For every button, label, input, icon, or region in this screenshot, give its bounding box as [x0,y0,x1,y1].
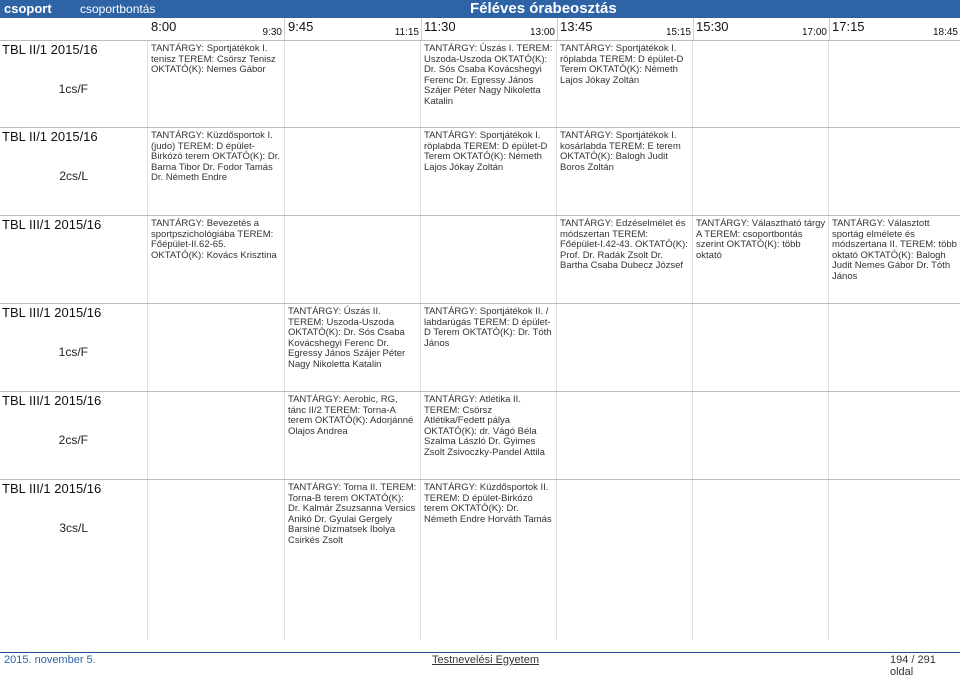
group-label [0,42,148,126]
lesson-cell[interactable]: TANTÁRGY: Sportjátékok II. / labdarúgás TEREM: D épület-D Terem OKTATÓ(K): Dr. Tóth János [424,306,552,349]
footer-date: 2015. november 5. [4,654,96,666]
group-label [0,393,148,477]
slot-end-time: 9:30 [262,27,282,38]
slot-start-time: 13:45 [560,19,593,34]
footer-institution-link[interactable]: Testnevelési Egyetem [432,654,539,666]
group-label [0,305,148,389]
group-label [0,217,148,301]
group-label [0,129,148,213]
lesson-cell[interactable]: TANTÁRGY: Sportjátékok I. kosárlabda TEREM: E terem OKTATÓ(K): Balogh Judit Boros Zoltán [560,130,681,173]
group-name: TBL III/1 2015/16 [2,217,102,232]
row-divider [0,215,960,216]
time-slot-header [148,18,285,40]
lesson-cell[interactable]: TANTÁRGY: Aerobic, RG, tánc II/2 TEREM: Torna-A terem OKTATÓ(K): Adorjánné Olajos Andrea [288,394,414,437]
group-name: TBL III/1 2015/16 [2,393,102,408]
group-subgroup: 3cs/L [59,521,88,535]
group-subgroup: 2cs/F [58,433,88,447]
slot-start-time: 17:15 [832,19,865,34]
time-slot-header [557,18,694,40]
lesson-cell[interactable]: TANTÁRGY: Atlétika II. TEREM: Csörsz Atlétika/Fedett pálya OKTATÓ(K): dr. Vágó Béla Szalma László Dr. Gyimes Zsolt Zsivoczky-Pandel Attila [424,394,545,458]
tab-csoport[interactable]: csoport [4,1,52,16]
column-divider [692,40,693,640]
slot-start-time: 11:30 [424,19,456,34]
lesson-cell[interactable]: TANTÁRGY: Küzdősportok II. TEREM: D épület-Birkózó terem OKTATÓ(K): Dr. Németh Endre Horváth Tamás [424,482,552,525]
group-subgroup: 1cs/F [58,82,88,96]
footer-divider [0,652,960,653]
row-divider [0,303,960,304]
group-name: TBL III/1 2015/16 [2,305,102,320]
slot-end-time: 13:00 [529,27,555,38]
lesson-cell[interactable]: TANTÁRGY: Sportjátékok I. tenisz TEREM: Csörsz Tenisz OKTATÓ(K): Nemes Gábor [151,43,276,76]
row-divider [0,479,960,480]
group-name: TBL III/1 2015/16 [2,481,102,496]
slot-start-time: 8:00 [151,19,177,34]
lesson-cell[interactable]: TANTÁRGY: Küzdősportok I. (judo) TEREM: D épület-Birkózó terem OKTATÓ(K): Dr. Barna Tibor Dr. Fodor Tamás Dr. Németh Endre [151,130,280,184]
lesson-cell[interactable]: TANTÁRGY: Választott sportág elmélete és módszertana II. TEREM: több oktató OKTATÓ(K): Balogh Judit Nemes Gábor Dr. Tóth János [832,218,957,282]
time-slot-header [829,18,960,40]
slot-end-time: 11:15 [394,27,419,38]
row-divider [0,391,960,392]
lesson-cell[interactable]: TANTÁRGY: Választható tárgy A TEREM: csoportbontás szerint OKTATÓ(K): több oktató [696,218,826,261]
row-divider [0,127,960,128]
time-slot-header [693,18,830,40]
lesson-cell[interactable]: TANTÁRGY: Úszás I. TEREM: Uszoda-Uszoda OKTATÓ(K): Dr. Sós Csaba Kovácshegyi Ferenc Dr. Egressy János Szájer Péter Nagy Nikoletta Katalin [424,43,553,107]
lesson-cell[interactable]: TANTÁRGY: Torna II. TEREM: Torna-B terem OKTATÓ(K): Dr. Kalmár Zsuzsanna Versics Anikó Dr. Gyulai Gergely Barsiné Dizmatsek Ibolya Csirkés Zsolt [288,482,417,546]
page-title: Féléves órabeosztás [470,0,617,17]
slot-end-time: 17:00 [801,27,827,38]
tab-csoportbontas[interactable]: csoportbontás [80,2,156,16]
slot-start-time: 9:45 [288,19,314,34]
lesson-cell[interactable]: TANTÁRGY: Sportjátékok I. röplabda TEREM: D épület-D Terem OKTATÓ(K): Németh Lajos Jókay Zoltán [424,130,548,173]
row-divider [0,40,960,41]
column-divider [828,40,829,640]
group-name: TBL II/1 2015/16 [2,129,98,144]
lesson-cell[interactable]: TANTÁRGY: Sportjátékok I. röplabda TEREM: D épület-D Terem OKTATÓ(K): Németh Lajos Jókay Zoltán [560,43,684,86]
footer-page-count: 194 / 291 oldal [890,654,936,678]
lesson-cell[interactable]: TANTÁRGY: Bevezetés a sportpszichológiába TEREM: Főépület-II.62-65. OKTATÓ(K): Kovács Krisztina [151,218,277,261]
slot-end-time: 15:15 [665,27,691,38]
column-divider [284,40,285,640]
column-divider [420,40,421,640]
lesson-cell[interactable]: TANTÁRGY: Úszás II. TEREM: Uszoda-Uszoda OKTATÓ(K): Dr. Sós Csaba Kovácshegyi Ferenc Dr. Egressy János Szájer Péter Nagy Nikoletta Katalin [288,306,406,370]
column-divider [556,40,557,640]
top-bar [0,0,960,18]
lesson-cell[interactable]: TANTÁRGY: Edzéselmélet és módszertan TEREM: Főépület-I.42-43. OKTATÓ(K): Prof. Dr. Radák Zsolt Dr. Bartha Csaba Dubecz József [560,218,688,272]
time-slot-header [285,18,422,40]
group-subgroup: 2cs/L [59,169,88,183]
group-subgroup: 1cs/F [58,345,88,359]
slot-start-time: 15:30 [696,19,729,34]
group-label [0,481,148,565]
group-name: TBL II/1 2015/16 [2,42,98,57]
time-slot-header [421,18,558,40]
slot-end-time: 18:45 [932,27,958,38]
